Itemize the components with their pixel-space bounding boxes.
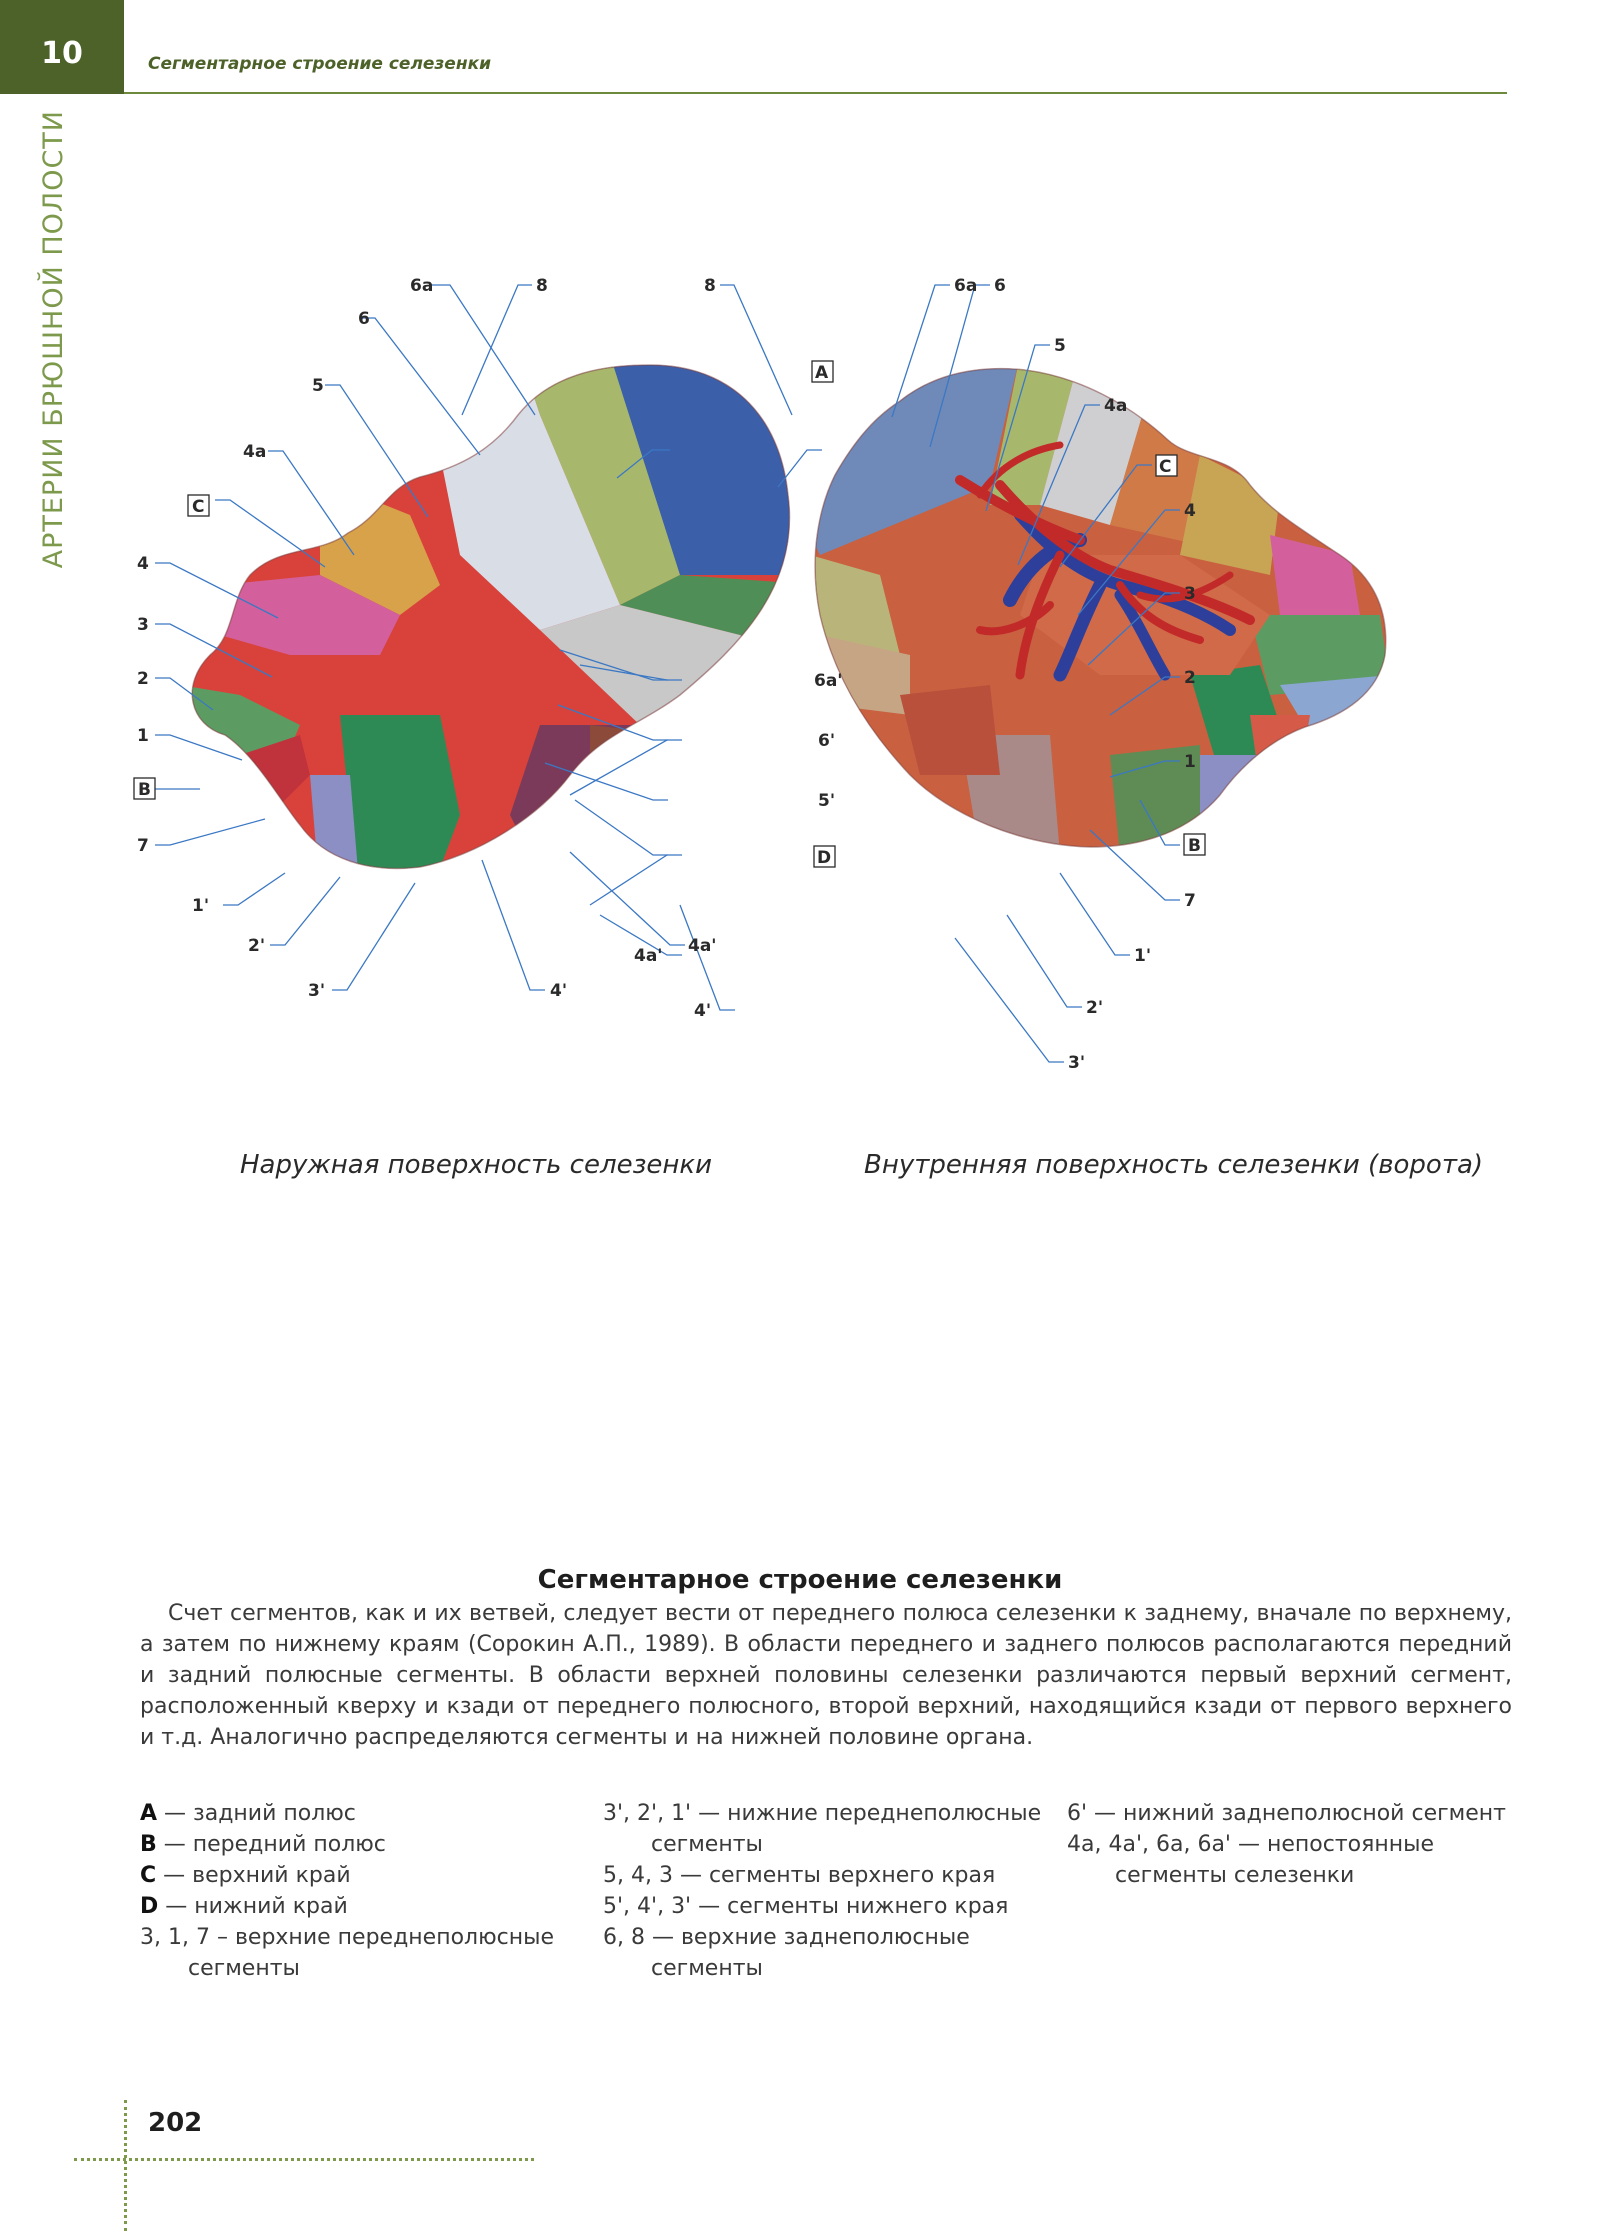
label-outer-4: 4 [137,554,149,574]
legend-desc: — задний полюс [157,1801,356,1826]
label-outer-3p: 3' [308,981,326,1001]
legend-key: C [140,1863,157,1888]
legend-desc: — передний полюс [156,1832,386,1857]
label-inner-4p: 4' [694,1001,712,1021]
chapter-number: 10 [0,0,124,94]
side-label-container [24,110,84,630]
legend-column-2 [603,1798,1043,1984]
label-outer-b: B [138,780,151,800]
label-inner-4ap: 4а' [634,946,663,966]
label-outer-4p: 4' [550,981,568,1001]
label-outer-7: 7 [137,836,149,856]
running-title: Сегментарное строение селезенки [148,54,492,74]
label-inner-4a: 4а [1104,396,1128,416]
legend-key: D [140,1894,159,1919]
label-outer-6a: 6а [410,276,434,296]
label-outer-3: 3 [137,615,149,635]
label-inner-c: C [1159,457,1172,477]
legend-desc: 3, 1, 7 – верхние переднеполюсные сегменты [140,1925,555,1981]
label-outer-6: 6 [358,309,370,329]
label-outer-d: D [817,848,832,868]
label-outer-5p: 5' [818,791,836,811]
legend-key: B [140,1832,157,1857]
header-rule [124,92,1507,94]
legend-column-3 [1067,1798,1537,1891]
section-title: Сегментарное строение селезенки [537,1565,1063,1595]
label-outer-c: C [192,497,205,517]
label-outer-6ap: 6а' [814,671,843,691]
inner-surface-caption: Внутренняя поверхность селезенки (ворота) [864,1150,1484,1180]
label-inner-3: 3 [1184,584,1196,604]
label-outer-2: 2 [137,669,149,689]
label-inner-2: 2 [1184,668,1196,688]
label-outer-8: 8 [536,276,548,296]
legend-item [140,1922,580,1984]
label-inner-1p: 1' [1134,946,1152,966]
legend-item: 5, 4, 3 — сегменты верхнего края [603,1863,996,1888]
legend-desc: — нижний край [158,1894,348,1919]
label-inner-4: 4 [1184,501,1196,521]
label-outer-4a: 4а [243,442,267,462]
inner-surface-segments [800,355,1400,855]
page-number: 202 [148,2108,203,2138]
label-inner-6: 6 [994,276,1006,296]
side-label: АРТЕРИИ БРЮШНОЙ ПОЛОСТИ [38,110,69,569]
legend-item: 4а, 4а', 6а, 6а' — непостоянные сегменты селезенки [1067,1832,1434,1888]
label-outer-1p: 1' [192,896,210,916]
legend-desc: — верхний край [156,1863,351,1888]
spleen-figure [120,255,1530,1085]
outer-surface-caption: Наружная поверхность селезенки [240,1150,713,1180]
legend-item [140,1891,580,1922]
legend-item: 6, 8 — верхние заднеполюсные сегменты [603,1925,970,1981]
legend-item [140,1829,580,1860]
label-inner-1: 1 [1184,752,1196,772]
legend-item: 3', 2', 1' — нижние переднеполюсные сегменты [603,1801,1042,1857]
label-inner-b: B [1188,836,1201,856]
label-inner-7: 7 [1184,891,1196,911]
label-outer-5: 5 [312,376,324,396]
legend-key: A [140,1801,158,1826]
legend-item: 5', 4', 3' — сегменты нижнего края [603,1894,1009,1919]
label-inner-6a: 6а [954,276,978,296]
label-outer-4ap: 4а' [688,936,717,956]
label-inner-2p: 2' [1086,998,1104,1018]
legend-item [140,1798,580,1829]
label-outer-2p: 2' [248,936,266,956]
footer-dotted-rule-vertical [124,2100,127,2231]
label-outer-a: A [815,363,829,383]
legend-item [140,1860,580,1891]
footer-dotted-rule [74,2158,534,2161]
label-outer-1: 1 [137,726,149,746]
label-inner-3p: 3' [1068,1053,1086,1073]
label-inner-8: 8 [704,276,716,296]
outer-surface-segments [170,355,820,895]
section-body: Счет сегментов, как и их ветвей, следует вести от переднего полюса селезенки к заднему, вначале по верхнему, а затем по нижнему краям (Сорокин А.П., 1989). В области переднего и заднего полюсов располагаются передний и задний полюсные сегменты. В области верхней половины селезенки различаются первый верхний сегмент, расположенный кверху и кзади от переднего полюсного, второй верхний, находящийся кзади от первого верхнего и т.д. Аналогично распределяются сегменты и на нижней половине органа. [140,1601,1512,1750]
legend-item: 6' — нижний заднеполюсной сегмент [1067,1801,1506,1826]
legend-column-1 [140,1798,580,1984]
label-inner-5: 5 [1054,336,1066,356]
label-outer-6p: 6' [818,731,836,751]
